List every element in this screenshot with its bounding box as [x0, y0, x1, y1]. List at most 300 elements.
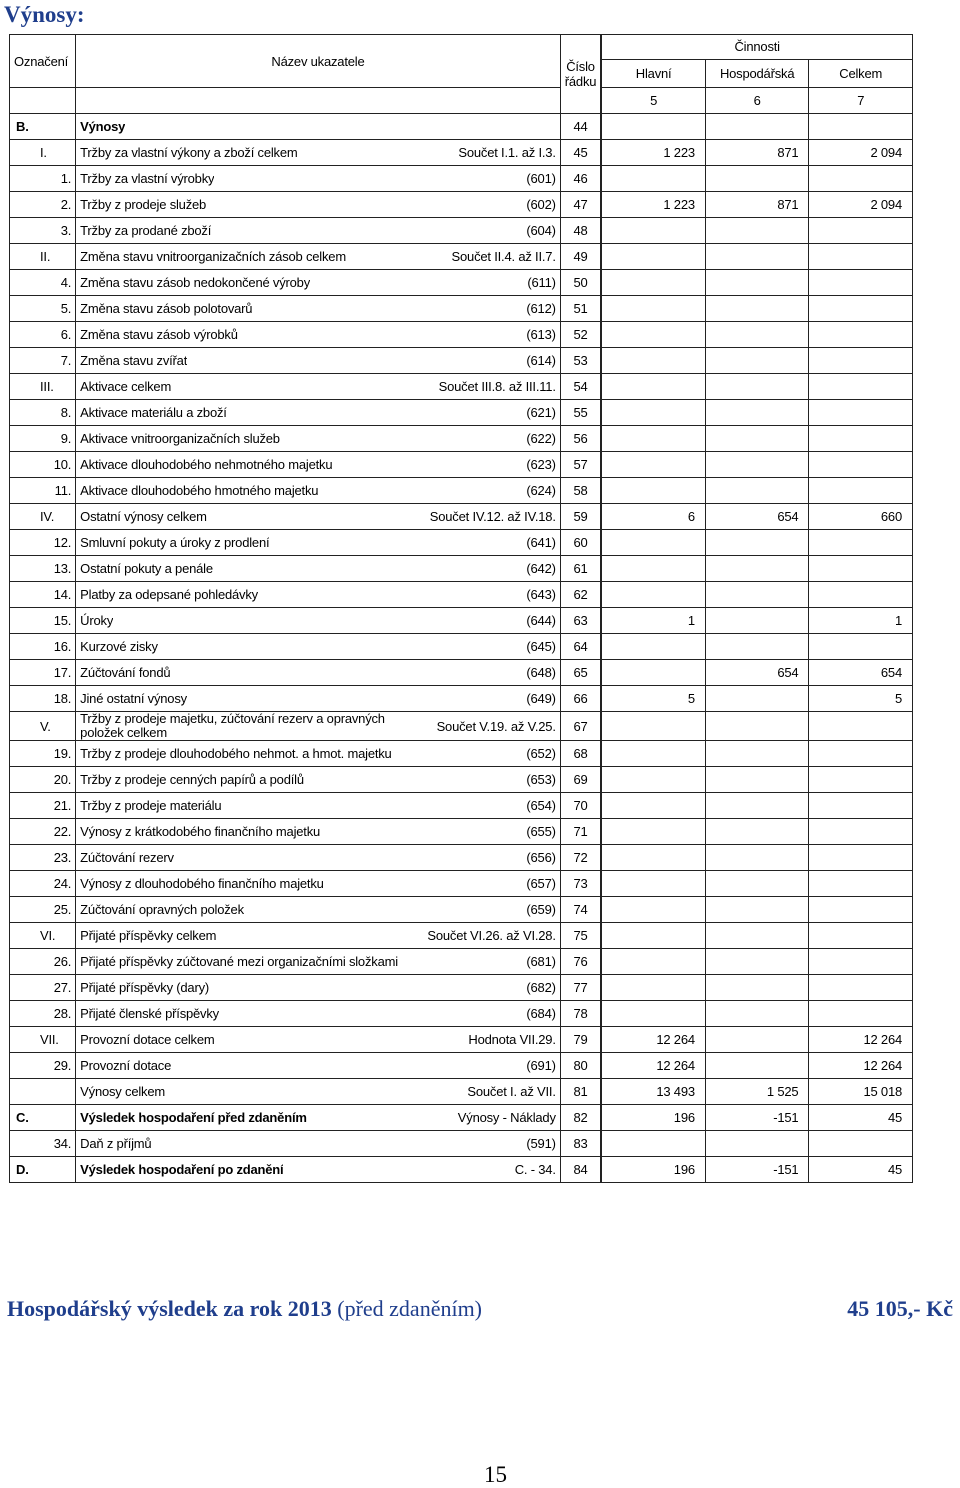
row-celkem [809, 296, 913, 322]
summary-label: Hospodářský výsledek za rok 2013 [7, 1296, 332, 1321]
table-row [10, 556, 913, 582]
row-cislo: 45 [560, 140, 601, 166]
row-hospodarska [705, 218, 809, 244]
row-name: Úroky [80, 613, 114, 628]
row-ref: (644) [526, 613, 556, 628]
row-oznaceni: 29. [10, 1053, 76, 1079]
row-ref: (642) [526, 561, 556, 576]
header-celkem: Celkem [809, 59, 913, 87]
row-hospodarska [705, 322, 809, 348]
row-name: Přijaté členské příspěvky [80, 1006, 219, 1021]
row-hospodarska [705, 897, 809, 923]
row-nazev [76, 686, 561, 712]
row-hospodarska: 871 [705, 140, 809, 166]
row-hospodarska [705, 270, 809, 296]
row-hlavni [602, 1131, 706, 1157]
row-ref: (591) [526, 1136, 556, 1151]
row-celkem [809, 426, 913, 452]
table-row [10, 478, 913, 504]
row-hlavni [602, 244, 706, 270]
row-ref: Součet IV.12. až IV.18. [429, 509, 556, 524]
row-hospodarska [705, 1053, 809, 1079]
row-oznaceni: 5. [10, 296, 76, 322]
row-nazev [76, 975, 561, 1001]
row-oznaceni: 13. [10, 556, 76, 582]
row-name: Aktivace celkem [80, 379, 172, 394]
row-hlavni: 1 223 [602, 140, 706, 166]
row-celkem [809, 374, 913, 400]
row-ref: (653) [526, 772, 556, 787]
row-oznaceni: 7. [10, 348, 76, 374]
row-celkem: 654 [809, 660, 913, 686]
table-row [10, 504, 913, 530]
row-name: Změna stavu zvířat [80, 353, 188, 368]
row-nazev [76, 296, 561, 322]
row-oznaceni: 21. [10, 793, 76, 819]
row-hospodarska [705, 426, 809, 452]
page-number: 15 [484, 1462, 507, 1487]
row-oznaceni: 23. [10, 845, 76, 871]
table-row [10, 374, 913, 400]
row-oznaceni: 17. [10, 660, 76, 686]
row-ref: (604) [526, 223, 556, 238]
row-hospodarska [705, 793, 809, 819]
row-cislo: 68 [560, 741, 601, 767]
row-hlavni [602, 767, 706, 793]
table-row [10, 634, 913, 660]
row-oznaceni: 10. [10, 452, 76, 478]
row-oznaceni: 25. [10, 897, 76, 923]
row-hlavni: 5 [602, 686, 706, 712]
row-name: Změna stavu vnitroorganizačních zásob celkem [80, 249, 346, 264]
row-celkem: 12 264 [809, 1053, 913, 1079]
table-row [10, 1053, 913, 1079]
row-hospodarska [705, 1027, 809, 1053]
table-row [10, 140, 913, 166]
row-oznaceni: C. [10, 1105, 76, 1131]
row-name: Přijaté příspěvky (dary) [80, 980, 210, 995]
row-oznaceni: II. [10, 244, 76, 270]
row-cislo: 83 [560, 1131, 601, 1157]
table-row [10, 845, 913, 871]
row-hlavni: 12 264 [602, 1027, 706, 1053]
row-name: Ostatní pokuty a penále [80, 561, 213, 576]
table-row [10, 949, 913, 975]
row-hlavni [602, 218, 706, 244]
row-name: Aktivace materiálu a zboží [80, 405, 227, 420]
row-cislo: 46 [560, 166, 601, 192]
table-row [10, 1027, 913, 1053]
page-title: Výnosy: [4, 2, 85, 27]
row-cislo: 71 [560, 819, 601, 845]
row-cislo: 80 [560, 1053, 601, 1079]
row-cislo: 59 [560, 504, 601, 530]
row-cislo: 82 [560, 1105, 601, 1131]
row-nazev [76, 608, 561, 634]
row-nazev [76, 452, 561, 478]
row-nazev [76, 140, 561, 166]
row-hospodarska [705, 530, 809, 556]
row-ref: (621) [526, 405, 556, 420]
row-cislo: 75 [560, 923, 601, 949]
row-hospodarska [705, 452, 809, 478]
table-row [10, 1105, 913, 1131]
row-cislo: 58 [560, 478, 601, 504]
summary-value: 45 105,- Kč [847, 1296, 953, 1321]
row-oznaceni: 12. [10, 530, 76, 556]
row-oznaceni: D. [10, 1157, 76, 1183]
row-hlavni: 6 [602, 504, 706, 530]
row-name: Tržby z prodeje služeb [80, 197, 207, 212]
row-nazev [76, 270, 561, 296]
row-nazev [76, 1131, 561, 1157]
row-hlavni [602, 400, 706, 426]
header-hospodarska: Hospodářská [705, 59, 809, 87]
row-celkem [809, 114, 913, 140]
row-nazev [76, 634, 561, 660]
table-row [10, 767, 913, 793]
row-ref: (622) [526, 431, 556, 446]
row-hlavni [602, 660, 706, 686]
row-cislo: 50 [560, 270, 601, 296]
row-ref: (611) [527, 275, 556, 290]
row-hlavni [602, 114, 706, 140]
summary-line [7, 1296, 953, 1322]
row-oznaceni: 19. [10, 741, 76, 767]
row-oznaceni: 2. [10, 192, 76, 218]
row-hospodarska [705, 114, 809, 140]
row-nazev [76, 114, 561, 140]
row-nazev [76, 845, 561, 871]
row-ref: Součet II.4. až II.7. [451, 249, 556, 264]
row-hlavni: 1 [602, 608, 706, 634]
row-name: Tržby za vlastní výkony a zboží celkem [80, 145, 298, 160]
row-name: Aktivace vnitroorganizačních služeb [80, 431, 280, 446]
row-hospodarska [705, 556, 809, 582]
row-nazev [76, 741, 561, 767]
row-celkem [809, 582, 913, 608]
table-row [10, 348, 913, 374]
row-oznaceni: 34. [10, 1131, 76, 1157]
row-celkem: 5 [809, 686, 913, 712]
row-oznaceni: 18. [10, 686, 76, 712]
row-name: Provozní dotace [80, 1058, 172, 1073]
row-oznaceni: 11. [10, 478, 76, 504]
row-celkem [809, 819, 913, 845]
header-col6: 6 [705, 88, 809, 114]
table-row [10, 1079, 913, 1105]
row-nazev [76, 871, 561, 897]
table-row [10, 819, 913, 845]
row-hospodarska [705, 582, 809, 608]
row-celkem [809, 400, 913, 426]
row-ref: (602) [526, 197, 556, 212]
row-celkem [809, 923, 913, 949]
row-cislo: 69 [560, 767, 601, 793]
row-hospodarska: 1 525 [705, 1079, 809, 1105]
table-row [10, 686, 913, 712]
row-nazev [76, 897, 561, 923]
row-celkem [809, 270, 913, 296]
row-ref: (684) [526, 1006, 556, 1021]
row-hlavni [602, 923, 706, 949]
row-ref: (691) [526, 1058, 556, 1073]
row-hospodarska [705, 296, 809, 322]
row-hospodarska [705, 975, 809, 1001]
table-row [10, 582, 913, 608]
row-oznaceni: IV. [10, 504, 76, 530]
row-hospodarska [705, 712, 809, 741]
row-name: Zúčtování rezerv [80, 850, 174, 865]
header-cislo-radku: Číslo řádku [560, 35, 601, 114]
row-nazev [76, 949, 561, 975]
header-oznaceni: Označení [10, 35, 76, 88]
table-row [10, 218, 913, 244]
row-hlavni [602, 975, 706, 1001]
row-hlavni [602, 634, 706, 660]
row-hlavni: 1 223 [602, 192, 706, 218]
row-cislo: 66 [560, 686, 601, 712]
row-hlavni: 196 [602, 1157, 706, 1183]
row-hlavni [602, 452, 706, 478]
row-hospodarska [705, 741, 809, 767]
row-cislo: 53 [560, 348, 601, 374]
row-name: Výnosy z dlouhodobého finančního majetku [80, 876, 324, 891]
row-nazev [76, 322, 561, 348]
row-hlavni [602, 166, 706, 192]
row-hospodarska: 654 [705, 660, 809, 686]
row-hospodarska [705, 1131, 809, 1157]
row-oznaceni: 8. [10, 400, 76, 426]
row-hospodarska [705, 819, 809, 845]
row-ref: (613) [526, 327, 556, 342]
row-name: Tržby z prodeje dlouhodobého nehmot. a hmot. majetku [80, 746, 392, 761]
row-cislo: 67 [560, 712, 601, 741]
row-hospodarska [705, 1001, 809, 1027]
row-cislo: 79 [560, 1027, 601, 1053]
row-celkem: 12 264 [809, 1027, 913, 1053]
row-oznaceni [10, 1079, 76, 1105]
row-oznaceni: VI. [10, 923, 76, 949]
row-hlavni [602, 426, 706, 452]
row-nazev [76, 1053, 561, 1079]
row-celkem [809, 845, 913, 871]
row-celkem [809, 1131, 913, 1157]
row-hlavni [602, 845, 706, 871]
row-oznaceni: 15. [10, 608, 76, 634]
row-ref: (624) [526, 483, 556, 498]
row-name: Ostatní výnosy celkem [80, 509, 207, 524]
row-name: Platby za odepsané pohledávky [80, 587, 258, 602]
row-celkem [809, 741, 913, 767]
row-name: Změna stavu zásob polotovarů [80, 301, 253, 316]
table-row [10, 897, 913, 923]
row-hospodarska [705, 871, 809, 897]
row-hospodarska: -151 [705, 1157, 809, 1183]
row-cislo: 60 [560, 530, 601, 556]
row-oznaceni: I. [10, 140, 76, 166]
table-row [10, 400, 913, 426]
row-hlavni: 196 [602, 1105, 706, 1131]
row-celkem [809, 712, 913, 741]
row-celkem: 2 094 [809, 192, 913, 218]
row-oznaceni: 20. [10, 767, 76, 793]
row-oznaceni: VII. [10, 1027, 76, 1053]
row-cislo: 73 [560, 871, 601, 897]
table-row [10, 1157, 913, 1183]
row-cislo: 55 [560, 400, 601, 426]
row-ref: (656) [526, 850, 556, 865]
row-cislo: 63 [560, 608, 601, 634]
row-name: Tržby z prodeje cenných papírů a podílů [80, 772, 304, 787]
row-hlavni [602, 949, 706, 975]
row-name: Tržby z prodeje materiálu [80, 798, 222, 813]
row-nazev [76, 1079, 561, 1105]
row-ref: C. - 34. [514, 1162, 556, 1177]
row-name: Přijaté příspěvky zúčtované mezi organizačními složkami [80, 954, 398, 969]
row-cislo: 44 [560, 114, 601, 140]
row-hlavni [602, 582, 706, 608]
row-hospodarska [705, 166, 809, 192]
row-celkem [809, 634, 913, 660]
row-ref: Součet V.19. až V.25. [436, 718, 556, 734]
row-celkem [809, 478, 913, 504]
row-hlavni [602, 530, 706, 556]
row-nazev [76, 582, 561, 608]
row-hospodarska: 654 [705, 504, 809, 530]
table-row [10, 114, 913, 140]
row-hlavni [602, 793, 706, 819]
row-celkem [809, 348, 913, 374]
row-celkem [809, 244, 913, 270]
row-hlavni [602, 819, 706, 845]
row-nazev [76, 166, 561, 192]
row-nazev [76, 192, 561, 218]
row-nazev [76, 1157, 561, 1183]
table-row [10, 530, 913, 556]
row-ref: (652) [526, 746, 556, 761]
header-col7: 7 [809, 88, 913, 114]
table-row [10, 296, 913, 322]
row-cislo: 48 [560, 218, 601, 244]
row-nazev [76, 819, 561, 845]
row-oznaceni: 3. [10, 218, 76, 244]
row-oznaceni: 24. [10, 871, 76, 897]
row-nazev [76, 923, 561, 949]
table-row [10, 426, 913, 452]
row-name: Změna stavu zásob výrobků [80, 327, 238, 342]
row-nazev [76, 426, 561, 452]
row-hlavni [602, 897, 706, 923]
row-hospodarska [705, 634, 809, 660]
row-oznaceni: 9. [10, 426, 76, 452]
row-celkem: 2 094 [809, 140, 913, 166]
row-name: Zúčtování opravných položek [80, 902, 244, 917]
row-nazev [76, 1027, 561, 1053]
row-name: Daň z příjmů [80, 1136, 152, 1151]
header-hlavni: Hlavní [602, 59, 706, 87]
table-row [10, 192, 913, 218]
row-ref: (645) [526, 639, 556, 654]
header-col5: 5 [602, 88, 706, 114]
row-nazev [76, 218, 561, 244]
row-hlavni: 12 264 [602, 1053, 706, 1079]
row-hlavni [602, 741, 706, 767]
row-hospodarska [705, 244, 809, 270]
row-ref: (681) [526, 954, 556, 969]
row-ref: (649) [526, 691, 556, 706]
row-name: Výsledek hospodaření před zdaněním [80, 1110, 307, 1125]
table-row [10, 608, 913, 634]
table-row [10, 871, 913, 897]
row-oznaceni: 28. [10, 1001, 76, 1027]
row-ref: Součet I. až VII. [467, 1084, 556, 1099]
row-ref: (682) [526, 980, 556, 995]
row-ref: (614) [526, 353, 556, 368]
row-oznaceni: III. [10, 374, 76, 400]
row-celkem [809, 556, 913, 582]
row-name: Tržby za prodané zboží [80, 223, 212, 238]
row-cislo: 62 [560, 582, 601, 608]
row-cislo: 81 [560, 1079, 601, 1105]
row-celkem [809, 322, 913, 348]
row-celkem [809, 975, 913, 1001]
row-oznaceni: 1. [10, 166, 76, 192]
row-name: Změna stavu zásob nedokončené výroby [80, 275, 310, 290]
table-row [10, 322, 913, 348]
row-hlavni [602, 374, 706, 400]
row-name: Jiné ostatní výnosy [80, 691, 187, 706]
row-name: Výnosy celkem [80, 1084, 165, 1099]
row-ref: (648) [526, 665, 556, 680]
row-hlavni [602, 296, 706, 322]
row-hlavni [602, 270, 706, 296]
row-nazev [76, 1001, 561, 1027]
row-hlavni [602, 1001, 706, 1027]
row-oznaceni: 14. [10, 582, 76, 608]
row-name: Zúčtování fondů [80, 665, 171, 680]
row-celkem [809, 793, 913, 819]
header-row [10, 35, 913, 60]
row-nazev [76, 504, 561, 530]
table-row [10, 793, 913, 819]
row-oznaceni: 6. [10, 322, 76, 348]
table-row [10, 712, 913, 741]
row-ref: (612) [526, 301, 556, 316]
row-hlavni [602, 348, 706, 374]
row-oznaceni: 22. [10, 819, 76, 845]
row-ref: Výnosy - Náklady [457, 1110, 556, 1125]
header-nazev: Název ukazatele [76, 35, 561, 88]
row-hlavni: 13 493 [602, 1079, 706, 1105]
table-row [10, 452, 913, 478]
row-name: Kurzové zisky [80, 639, 158, 654]
row-cislo: 51 [560, 296, 601, 322]
row-oznaceni: 16. [10, 634, 76, 660]
table-row [10, 741, 913, 767]
row-celkem: 660 [809, 504, 913, 530]
row-celkem: 15 018 [809, 1079, 913, 1105]
row-cislo: 49 [560, 244, 601, 270]
row-ref: Součet VI.26. až VI.28. [427, 928, 556, 943]
summary-paren: (před zdaněním) [337, 1296, 483, 1321]
row-name: Aktivace dlouhodobého nehmotného majetku [80, 457, 333, 472]
row-nazev [76, 348, 561, 374]
row-hospodarska [705, 400, 809, 426]
row-name: Výnosy z krátkodobého finančního majetku [80, 824, 321, 839]
table-row [10, 975, 913, 1001]
row-hospodarska: 871 [705, 192, 809, 218]
